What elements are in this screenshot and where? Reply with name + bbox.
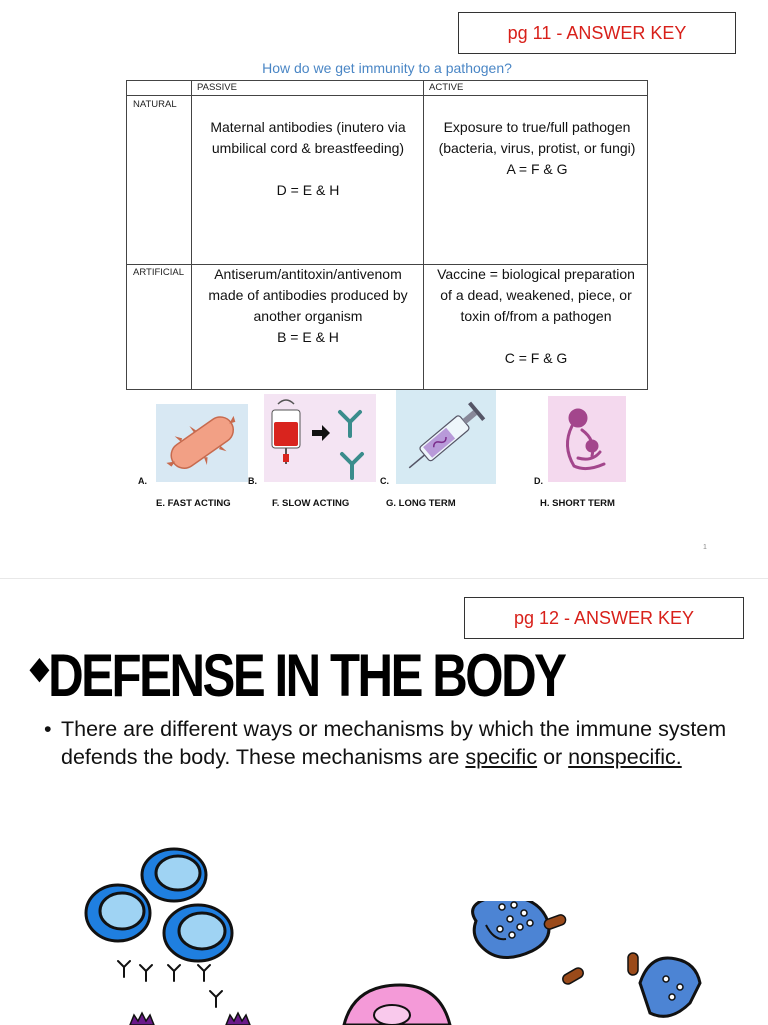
- column-header-active: ACTIVE: [429, 82, 464, 93]
- diamond-bullet-icon: ◆: [30, 652, 47, 685]
- table-divider: [191, 81, 192, 389]
- image-letter-b: B.: [248, 476, 257, 486]
- bullet-paragraph: [44, 715, 744, 771]
- column-header-passive: PASSIVE: [197, 82, 237, 93]
- answer-key-label: pg 11 - ANSWER KEY: [458, 12, 736, 54]
- row-header-natural: NATURAL: [133, 99, 177, 110]
- cell-natural-active: [427, 117, 647, 180]
- cell-answer: B = E & H: [277, 329, 339, 345]
- bullet-connector: or: [543, 745, 563, 769]
- cell-text: Exposure to true/full pathogen (bacteria, virus, protist, or fungi): [438, 119, 636, 156]
- bacterium-illustration: [156, 404, 248, 482]
- legend-fast-acting: E. FAST ACTING: [156, 498, 231, 509]
- table-divider: [127, 95, 647, 96]
- nonspecific-term: nonspecific.: [568, 745, 682, 769]
- cell-text: Maternal antibodies (inutero via umbilical cord & breastfeeding): [210, 119, 406, 156]
- worksheet-page-12: [0, 578, 768, 1025]
- bullet-dot-icon: •: [44, 717, 52, 741]
- specific-term: specific: [465, 745, 538, 769]
- breastfeeding-mother-illustration: [548, 396, 626, 482]
- legend-short-term: H. SHORT TERM: [540, 498, 615, 509]
- cell-text: Vaccine = biological preparation of a dead, weakened, piece, or toxin of/from a pathogen: [437, 266, 635, 324]
- image-letter-a: A.: [138, 476, 147, 486]
- lymphocyte-antibody-illustration: [76, 847, 276, 1025]
- immunity-table: [126, 80, 648, 390]
- page-number: 1: [703, 544, 707, 551]
- image-letter-c: C.: [380, 476, 389, 486]
- row-header-artificial: ARTIFICIAL: [133, 267, 185, 278]
- cell-artificial-passive: [195, 264, 421, 348]
- bullet-text: There are different ways or mechanisms by which the immune system defends the body. These mechanisms are: [61, 717, 727, 769]
- question-title: How do we get immunity to a pathogen?: [262, 60, 512, 76]
- cell-answer: D = E & H: [276, 182, 340, 198]
- table-divider: [423, 81, 424, 389]
- page-title: [30, 641, 564, 710]
- cell-text: Antiserum/antitoxin/antivenom made of antibodies produced by another organism: [208, 266, 408, 324]
- antiserum-illustration: [264, 394, 376, 482]
- legend-slow-acting: F. SLOW ACTING: [272, 498, 350, 509]
- cell-artificial-active: [429, 264, 643, 369]
- answer-key-label: pg 12 - ANSWER KEY: [464, 597, 744, 639]
- cell-natural-passive: [195, 117, 421, 201]
- image-letter-d: D.: [534, 476, 543, 486]
- title-text: DEFENSE IN THE BODY: [48, 642, 565, 709]
- vaccine-syringe-illustration: [396, 390, 496, 484]
- cell-answer: C = F & G: [504, 350, 568, 366]
- legend-long-term: G. LONG TERM: [386, 498, 456, 509]
- cell-answer: A = F & G: [506, 161, 568, 177]
- macrophage-bacteria-illustration: [336, 901, 736, 1025]
